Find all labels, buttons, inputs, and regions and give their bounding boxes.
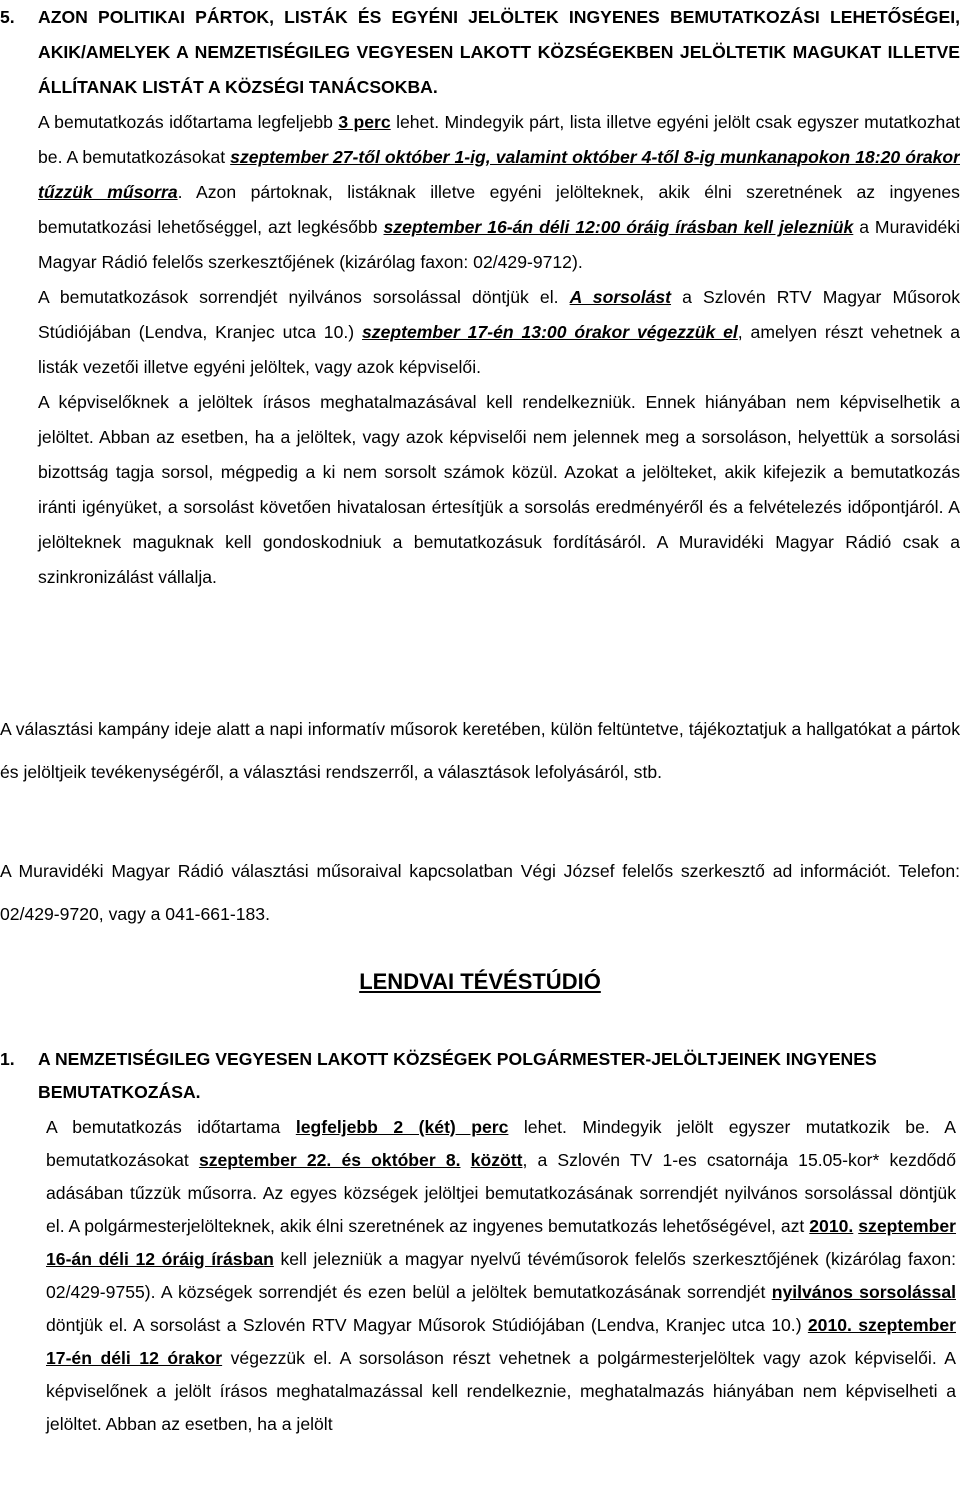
draw-highlight: A sorsolást (569, 287, 672, 307)
campaign-paragraph: A választási kampány ideje alatt a napi informatív műsorok keretében, külön feltüntetve, tájékoztatjuk a hallgatókat a pártok és jelöltjeik tevékenységéről, a választási rendszerről, a választások lefolyásáról, stb. (0, 719, 960, 782)
section-5-title: AZON POLITIKAI PÁRTOK, LISTÁK ÉS EGYÉNI JELÖLTEK INGYENES BEMUTATKOZÁSI LEHETŐSÉGEI, AKIK/AMELYEK A NEMZETISÉGILEG VEGYESEN LAKOTT KÖZSÉGEKBEN JELÖLTETIK MAGUKAT ILLETVE ÁLLÍTANAK LISTÁT A KÖZSÉGI TANÁCSOKBA. (38, 7, 960, 97)
contact-paragraph: A Muravidéki Magyar Rádió választási műsoraival kapcsolatban Végi József felelős szerkesztő ad információt. Telefon: 02/429-9720, vagy a 041-661-183. (0, 861, 960, 924)
public-draw-highlight: nyilvános sorsolással (771, 1282, 956, 1302)
broadcast-dates-highlight: szeptember 27-től október 1-ig, valamint október 4-től 8-ig munkanapokon 18:20 órakor tűzzük műsorra (38, 147, 960, 202)
draw-date-highlight: szeptember 17-én 13:00 órakor végezzük el (362, 322, 738, 342)
year-highlight: 2010. (809, 1216, 854, 1236)
duration-highlight-tv: legfeljebb 2 (két) perc (295, 1117, 509, 1137)
tv-draw-date-highlight: 2010. szeptember 17-én déli 12 órakor (46, 1315, 956, 1368)
studio-heading: LENDVAI TÉVÉSTÚDIÓ (359, 969, 601, 994)
duration-highlight: 3 perc (338, 112, 391, 132)
section-5-number: 5. (0, 7, 15, 27)
deadline-highlight: szeptember 16-án déli 12:00 óráig írásban kell jelezniük (383, 217, 854, 237)
section-5-paragraph-2: A bemutatkozások sorrendjét nyilvános sorsolással döntjük el. A sorsolást a Szlovén RTV Magyar Műsorok Stúdiójában (Lendva, Kranjec utca 10.) szeptember 17-én 13:00 órakor végezzük el, amelyen részt vehetnek a listák vezetői illetve egyéni jelöltek, vagy azok képviselői. (38, 287, 960, 377)
section-1-paragraph: A bemutatkozás időtartama legfeljebb 2 (két) perc lehet. Mindegyik jelölt egyszer mutatkozik be. A bemutatkozásokat szeptember 22. és október 8. között, a Szlovén TV 1-es csatornája 15.05-kor* kezdődő adásában tűzzük műsorra. Az egyes községek jelöltjei bemutatkozásának sorrendjét nyilvános sorsolással döntjük el. A polgármesterjelölteknek, akik élni szeretnének az ingyenes bemutatkozás lehetőségével, azt 2010. szeptember 16-án déli 12 óráig írásban kell jelezniük a magyar nyelvű tévéműsorok felelős szerkesztőjének (kizárólag faxon: 02/429-9755). A községek sorrendjét és ezen belül a jelöltek bemutatkozásának sorrendjét nyilvános sorsolással döntjük el. A sorsolást a Szlovén RTV Magyar Műsorok Stúdiójában (Lendva, Kranjec utca 10.) 2010. szeptember 17-én déli 12 órakor végezzük el. A sorsoláson részt vehetnek a polgármesterjelöltek vagy azok képviselői. A képviselőnek a jelölt írásos meghatalmazással kell rendelkeznie, meghatalmazás hiányában nem képviselheti a jelöltet. Abban az esetben, ha a jelölt (46, 1117, 957, 1434)
contact-block (0, 850, 960, 936)
section-5-paragraph-1: A bemutatkozás időtartama legfeljebb 3 perc lehet. Mindegyik párt, lista illetve egyéni jelölt csak egyszer mutatkozhat be. A bemutatkozásokat szeptember 27-től október 1-ig, valamint október 4-től 8-ig munkanapokon 18:20 órakor tűzzük műsorra. Azon pártoknak, listáknak illetve egyéni jelölteknek, akik élni szeretnének az ingyenes bemutatkozási lehetőséggel, azt legkésőbb szeptember 16-án déli 12:00 óráig írásban kell jelezniük a Muravidéki Magyar Rádió felelős szerkesztőjének (kizárólag faxon: 02/429-9712). (38, 112, 960, 272)
tv-dates-highlight: szeptember 22. és október 8. (198, 1150, 461, 1170)
tv-deadline-highlight: szeptember 16-án déli 12 óráig írásban (46, 1216, 957, 1269)
section-1 (0, 1043, 960, 1441)
section-5 (0, 0, 960, 595)
section-1-title: A NEMZETISÉGILEG VEGYESEN LAKOTT KÖZSÉGEK POLGÁRMESTER-JELÖLTJEINEK INGYENES BEMUTATKOZÁSA. (38, 1049, 877, 1102)
between-highlight: között (470, 1150, 523, 1170)
section-1-number: 1. (0, 1049, 15, 1069)
campaign-block (0, 708, 960, 794)
section-5-paragraph-3: A képviselőknek a jelöltek írásos meghatalmazásával kell rendelkezniük. Ennek hiányában nem képviselhetik a jelöltet. Abban az esetben, ha a jelöltek, vagy azok képviselői nem jelennek meg a sorsoláson, helyettük a sorsolási bizottság tagja sorsol, mégpedig a ki nem sorsolt számok közül. Azokat a jelölteket, akik kifejezik a bemutatkozás iránti igényüket, a sorsolást követően hivatalosan értesítjük a sorsolás eredményéről és a felvételezés időpontjáról. A jelölteknek maguknak kell gondoskodniuk a bemutatkozásuk fordításáról. A Muravidéki Magyar Rádió csak a szinkronizálást vállalja. (38, 392, 960, 587)
